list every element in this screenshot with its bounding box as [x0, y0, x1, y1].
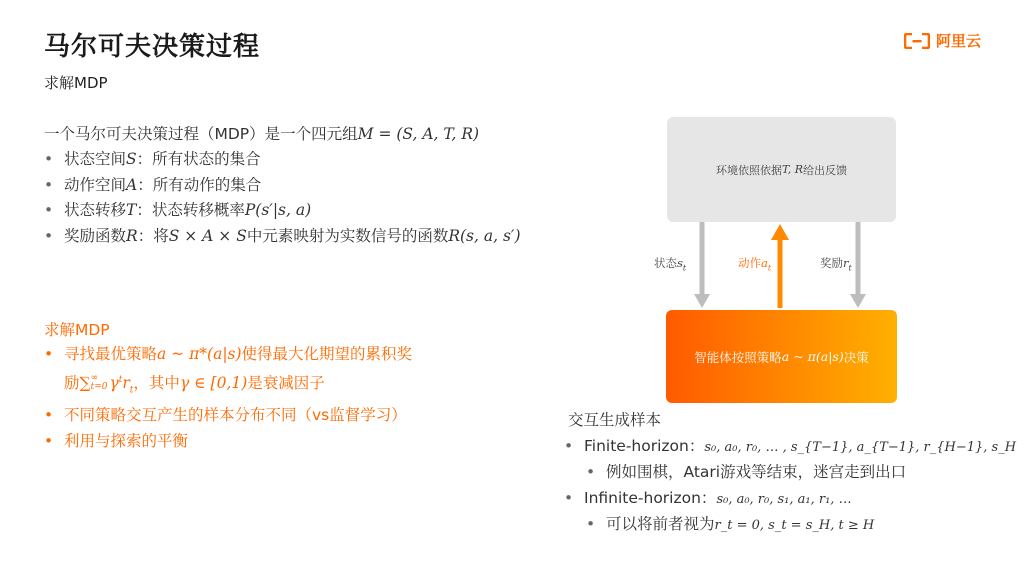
list-item: • 不同策略交互产生的样本分布不同（vs监督学习）	[44, 406, 407, 425]
environment-math: T, R	[782, 163, 803, 176]
state-label	[654, 255, 686, 272]
list-item: • Infinite-horizon：s₀, a₀, r₀, s₁, a₁, r₁, …	[564, 489, 852, 507]
item-text: 可以将前者视为	[606, 515, 715, 533]
item-math: a ~ π*(a|s)	[157, 345, 242, 363]
item-text: ：所有动作的集合	[137, 175, 262, 194]
list-item: • 可以将前者视为r_t = 0, s_t = s_H, t ≥ H	[586, 515, 875, 533]
reward-label-math: r	[843, 256, 849, 270]
list-item: • 状态转移T：状态转移概率P(s′|s, a)	[44, 201, 312, 219]
item-text: Infinite-horizon：	[584, 489, 717, 507]
action-arrow	[771, 224, 789, 308]
list-item: • Finite-horizon：s₀, a₀, r₀, … , s_{T−1}, a_{T−1}, r_{H−1}, s_H	[564, 437, 1017, 455]
sampling-list	[564, 433, 1016, 537]
item-math: S	[126, 150, 137, 168]
state-arrow	[694, 222, 710, 308]
item-text: Finite-horizon：	[584, 437, 705, 455]
item-math: R	[126, 226, 138, 245]
list-item: • 例如围棋，Atari游戏等结束，迷宫走到出口	[586, 463, 907, 481]
item-text: 励	[64, 373, 80, 392]
item-text: 奖励函数	[64, 226, 127, 245]
intro-math: M = (S, A, T, R)	[357, 125, 480, 143]
state-label-text: 状态	[654, 256, 677, 270]
page-title: 马尔可夫决策过程	[44, 32, 261, 62]
action-label	[738, 255, 771, 272]
item-text: 是衰减因子	[247, 373, 325, 392]
action-label-math: a	[761, 256, 768, 270]
item-text: 状态转移	[64, 201, 127, 219]
item-math: r_t = 0, s_t = s_H, t ≥ H	[714, 518, 875, 533]
list-item: • 奖励函数R：将S × A × S中元素映射为实数信号的函数R(s, a, s′)	[44, 226, 521, 245]
item-math-sub: t=0	[90, 382, 108, 393]
agent-label-2: 决策	[843, 349, 869, 365]
sampling-heading: 交互生成样本	[568, 411, 662, 429]
reward-label	[820, 255, 852, 272]
item-text: 动作空间	[64, 175, 127, 194]
item-math: s₀, a₀, r₀, … , s_{T−1}, a_{T−1}, r_{H−1}, s_H	[704, 440, 1017, 455]
item-math: s₀, a₀, r₀, s₁, a₁, r₁, …	[716, 492, 852, 507]
item-math-sup: ∞	[90, 373, 99, 384]
state-label-sub: t	[682, 263, 687, 273]
objective-heading: 求解MDP	[44, 321, 110, 339]
item-math: γ ∈ [0,1)	[179, 373, 248, 392]
reward-arrow	[850, 222, 866, 308]
agent-box	[666, 310, 897, 403]
item-text: 使得最大化期望的累积奖	[241, 345, 413, 363]
state-label-math: s	[677, 256, 683, 270]
item-text: 中元素映射为实数信号的函数	[246, 226, 449, 245]
logo-text: 阿里云	[936, 32, 982, 50]
item-math: r	[122, 373, 130, 392]
item-math: ∑	[79, 373, 91, 392]
page-subtitle: 求解MDP	[44, 74, 108, 92]
item-text: 寻找最优策略	[64, 345, 158, 363]
list-item: • 状态空间S：所有状态的集合	[44, 150, 261, 168]
list-item: • 寻找最优策略a ~ π*(a|s)使得最大化期望的累积奖	[44, 345, 413, 363]
item-math: R(s, a, s′)	[448, 226, 521, 245]
item-text: 不同策略交互产生的样本分布不同（vs监督学习）	[64, 406, 407, 425]
action-label-text: 动作	[738, 256, 761, 270]
environment-label: 环境依照依据	[716, 163, 782, 177]
item-text: ：将	[137, 226, 169, 245]
item-math-sup: t	[118, 374, 123, 385]
item-math: T	[126, 201, 137, 219]
item-math: P(s′|s, a)	[244, 201, 312, 219]
item-text: 例如围棋，Atari游戏等结束，迷宫走到出口	[606, 463, 907, 481]
list-item: • 动作空间A：所有动作的集合	[44, 175, 262, 194]
action-label-sub: t	[767, 263, 772, 273]
item-text: 状态空间	[64, 150, 127, 168]
intro-text: 一个马尔可夫决策过程（MDP）是一个四元组	[44, 125, 358, 143]
agent-math: a ~ π(a|s)	[781, 349, 844, 364]
item-math: γ	[109, 373, 119, 392]
reward-label-sub: t	[848, 263, 852, 273]
item-text: ：所有状态的集合	[136, 150, 261, 168]
item-math-sub: t	[129, 384, 134, 395]
environment-label-2: 给出反馈	[803, 163, 847, 177]
item-text: ，其中	[133, 373, 180, 392]
item-text: 利用与探索的平衡	[64, 431, 189, 450]
list-item: • 利用与探索的平衡	[44, 431, 189, 450]
item-math: A	[126, 175, 138, 194]
item-text: ：状态转移概率	[136, 201, 245, 219]
agent-label: 智能体按照策略	[694, 349, 782, 365]
item-math: S × A × S	[168, 226, 247, 245]
reward-label-text: 奖励	[820, 256, 843, 270]
